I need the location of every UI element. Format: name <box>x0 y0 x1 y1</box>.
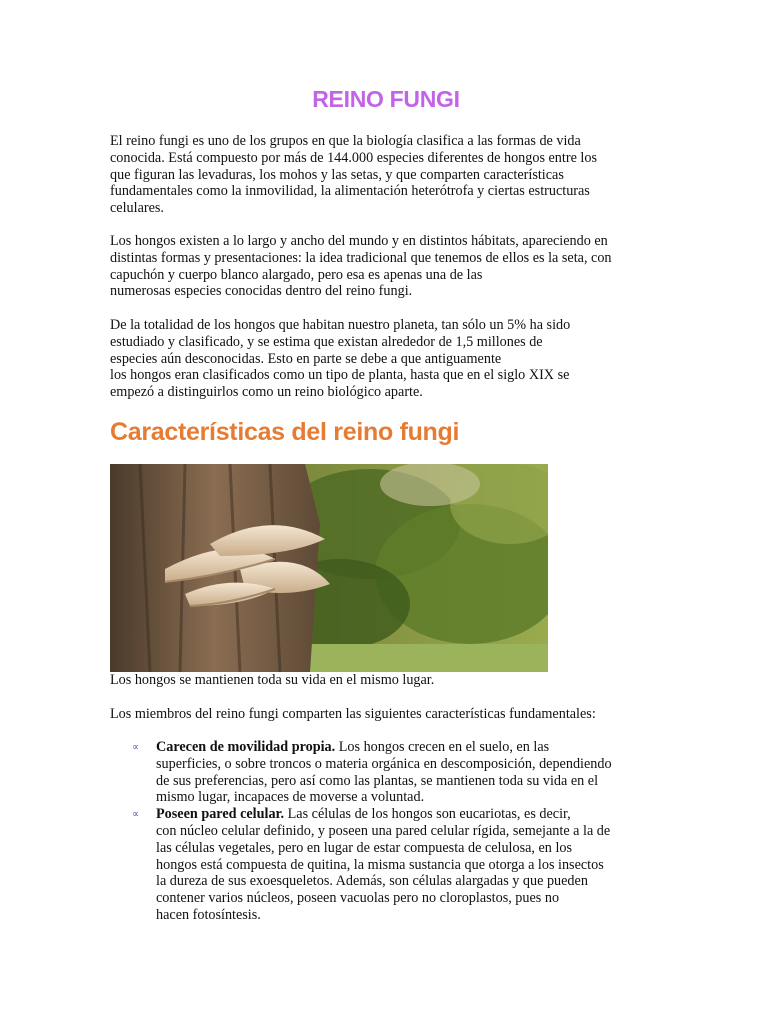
page-title: REINO FUNGI <box>312 86 460 112</box>
list-intro: Los miembros del reino fungi comparten las siguientes características fundamentales: <box>110 706 596 722</box>
bullet-text: hacen fotosíntesis. <box>156 906 261 923</box>
section-heading: Características del reino fungi <box>110 418 460 446</box>
bullet-text: de sus preferencias, pero así como las plantas, se mantienen toda su vida en el <box>156 772 599 789</box>
paragraph-line: celulares. <box>110 200 164 217</box>
paragraph-line: distintas formas y presentaciones: la idea tradicional que tenemos de ellos es la seta, con <box>110 249 612 266</box>
bullet-text: Los hongos crecen en el suelo, en las <box>335 739 550 755</box>
paragraph-line: De la totalidad de los hongos que habitan nuestro planeta, tan sólo un 5% ha sido <box>110 317 571 333</box>
bullet-icon: ∝ <box>132 742 140 753</box>
image-caption: Los hongos se mantienen toda su vida en el mismo lugar. <box>110 672 435 688</box>
bullet-title: Carecen de movilidad propia. <box>156 739 336 755</box>
paragraph-habitats <box>110 233 662 300</box>
paragraph-line: numerosas especies conocidas dentro del reino fungi. <box>110 283 413 300</box>
list-item <box>110 806 670 924</box>
paragraph-line: Los hongos existen a lo largo y ancho del mundo y en distintos hábitats, apareciendo en <box>110 233 608 249</box>
paragraph-line: que figuran las levaduras, los mohos y las setas, y que comparten características <box>110 166 564 183</box>
mushroom-photo <box>110 464 548 672</box>
paragraph-line: El reino fungi es uno de los grupos en que la biología clasifica a las formas de vida <box>110 133 581 149</box>
paragraph-line: fundamentales como la inmovilidad, la alimentación heterótrofa y ciertas estructuras <box>110 183 590 200</box>
bullet-text: superficies, o sobre troncos o materia orgánica en descomposición, dependiendo <box>156 755 612 772</box>
bullet-text: mismo lugar, incapaces de moverse a voluntad. <box>156 789 425 806</box>
paragraph-classification <box>110 317 662 401</box>
bullet-icon: ∝ <box>132 809 140 821</box>
bullet-text: Las células de los hongos son eucariotas, es decir, <box>284 806 571 823</box>
paragraph-line: empezó a distinguirlos como un reino biológico aparte. <box>110 384 423 401</box>
bullet-title: Poseen pared celular. <box>156 806 285 823</box>
paragraph-line: capuchón y cuerpo blanco alargado, pero esa es apenas una de las <box>110 266 483 283</box>
paragraph-line: especies aún desconocidas. Esto en parte se debe a que antiguamente <box>110 350 502 367</box>
bullet-text: contener varios núcleos, poseen vacuolas pero no cloroplastos, pues no <box>156 890 560 907</box>
paragraph-line: estudiado y clasificado, y se estima que existan alrededor de 1,5 millones de <box>110 333 543 350</box>
bullet-text: hongos está compuesta de quitina, la misma sustancia que otorga a los insectos <box>156 856 604 873</box>
paragraph-line: los hongos eran clasificados como un tipo de planta, hasta que en el siglo XIX se <box>110 367 570 384</box>
paragraph-line: conocida. Está compuesto por más de 144.000 especies diferentes de hongos entre los <box>110 149 597 166</box>
bullet-text: las células vegetales, pero en lugar de estar compuesta de celulosa, en los <box>156 839 573 856</box>
characteristics-list <box>110 739 670 924</box>
bullet-text: la dureza de sus exoesqueletos. Además, son células alargadas y que pueden <box>156 873 588 890</box>
list-item <box>110 739 670 806</box>
bullet-text: con núcleo celular definido, y poseen una pared celular rígida, semejante a la de <box>156 822 611 839</box>
paragraph-intro <box>110 133 662 217</box>
